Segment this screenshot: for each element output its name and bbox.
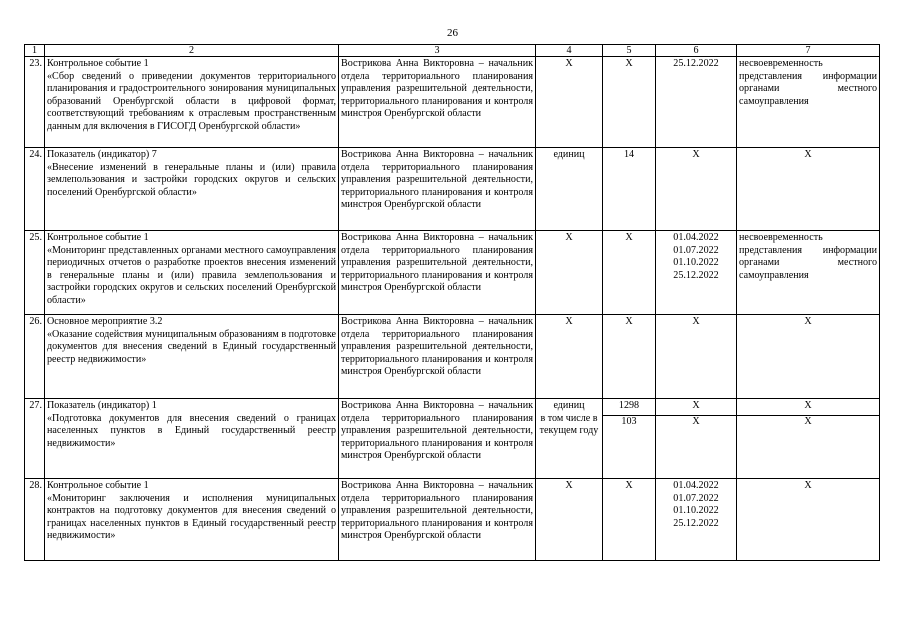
row-number: 25. [25, 231, 45, 315]
risk-cell [737, 315, 880, 399]
dates-cell [656, 57, 737, 148]
value: Х [625, 232, 633, 243]
header-cell: 5 [603, 45, 656, 57]
risk-cell [737, 57, 880, 148]
activity-description: «Подготовка документов для внесения сведений о границах населенных пунктов в Единый государственный реестр недвижимости» [47, 412, 336, 449]
activity-cell [45, 315, 339, 399]
deadline-date: 01.10.2022 [673, 505, 719, 516]
unit-value: единиц [553, 149, 585, 160]
deadline-date: 25.12.2022 [673, 517, 719, 529]
unit-value: Х [565, 316, 573, 327]
deadline-date: 01.07.2022 [673, 244, 719, 256]
deadline-date: 01.10.2022 [673, 257, 719, 268]
value-cell [603, 399, 656, 479]
responsible-executor: Вострикова Анна Викторовна – начальник отдела территориального планирования управления разрешительной деятельности, территориального планирования и контроля минстроя Оренбургской области [339, 315, 536, 399]
deadline-date: 25.12.2022 [673, 269, 719, 281]
responsible-executor: Вострикова Анна Викторовна – начальник отдела территориального планирования управления разрешительной деятельности, территориального планирования и контроля минстроя Оренбургской области [339, 479, 536, 561]
activity-description: «Внесение изменений в генеральные планы и (или) правила землепользования и застройки городских округов и сельских поселений Оренбургской области» [47, 161, 336, 198]
deadline-date: 01.07.2022 [673, 492, 719, 504]
header-row [25, 45, 880, 57]
unit-cell [536, 57, 603, 148]
dates-cell [656, 315, 737, 399]
unit-value: Х [565, 232, 573, 243]
deadline-date: Х [692, 400, 700, 411]
risk-text: несвоевременность представления информации органами местного самоуправления [739, 232, 877, 281]
risk-text: Х [804, 149, 812, 160]
unit-note: в том числе в текущем году [539, 412, 599, 436]
table-row [25, 315, 880, 399]
dates-cell [656, 399, 737, 479]
row-number: 23. [25, 57, 45, 148]
dates-cell [656, 231, 737, 315]
table-row [25, 479, 880, 561]
responsible-executor: Вострикова Анна Викторовна – начальник отдела территориального планирования управления разрешительной деятельности, территориального планирования и контроля минстроя Оренбургской области [339, 148, 536, 231]
value: 1298 [618, 400, 640, 411]
unit-cell [536, 148, 603, 231]
value: Х [625, 58, 633, 69]
table-row [25, 231, 880, 315]
activity-description: «Оказание содействия муниципальным образованиям в подготовке документов для внесения сведений в Единый государственный реестр недвижимости» [47, 328, 336, 365]
deadline-date: 01.04.2022 [673, 480, 719, 491]
value-cell [603, 479, 656, 561]
table-row [25, 148, 880, 231]
value-cell [603, 231, 656, 315]
value-cell [603, 148, 656, 231]
value-current-year: 103 [603, 415, 655, 429]
header-cell: 6 [656, 45, 737, 57]
activity-cell [45, 231, 339, 315]
activity-title: Показатель (индикатор) 1 [47, 400, 157, 411]
deadline-date: 25.12.2022 [673, 58, 719, 69]
row-number: 26. [25, 315, 45, 399]
risk-cell [737, 231, 880, 315]
risk-text: Х [737, 415, 879, 429]
table-row [25, 399, 880, 479]
responsible-executor: Вострикова Анна Викторовна – начальник отдела территориального планирования управления разрешительной деятельности, территориального планирования и контроля минстроя Оренбургской области [339, 399, 536, 479]
risk-text: несвоевременность представления информации органами местного самоуправления [739, 58, 877, 107]
dates-cell [656, 148, 737, 231]
risk-cell [737, 479, 880, 561]
row-number: 24. [25, 148, 45, 231]
unit-value: Х [565, 58, 573, 69]
row-number: 27. [25, 399, 45, 479]
risk-text: Х [804, 400, 812, 411]
value-cell [603, 315, 656, 399]
risk-cell [737, 148, 880, 231]
activity-title: Контрольное событие 1 [47, 232, 149, 243]
unit-value: единиц [553, 400, 585, 411]
activity-title: Показатель (индикатор) 7 [47, 149, 157, 160]
deadline-date: 01.04.2022 [673, 232, 719, 243]
value: Х [625, 316, 633, 327]
activity-title: Контрольное событие 1 [47, 480, 149, 491]
unit-cell [536, 315, 603, 399]
responsible-executor: Вострикова Анна Викторовна – начальник отдела территориального планирования управления разрешительной деятельности, территориального планирования и контроля минстроя Оренбургской области [339, 231, 536, 315]
risk-text: Х [804, 480, 812, 491]
deadline-date: Х [656, 415, 736, 429]
activity-cell [45, 479, 339, 561]
deadline-date: Х [692, 316, 700, 327]
unit-cell [536, 231, 603, 315]
risk-cell [737, 399, 880, 479]
page-number: 26 [447, 27, 458, 39]
table-row [25, 57, 880, 148]
plan-table [24, 44, 880, 561]
value: Х [625, 480, 633, 491]
unit-cell [536, 399, 603, 479]
value: 14 [623, 149, 635, 160]
activity-title: Контрольное событие 1 [47, 58, 149, 69]
activity-title: Основное мероприятие 3.2 [47, 316, 163, 327]
activity-cell [45, 148, 339, 231]
header-cell: 3 [339, 45, 536, 57]
header-cell: 1 [25, 45, 45, 57]
activity-description: «Сбор сведений о приведении документов территориального планирования и градостроительного зонирования муниципальных образований Оренбургской области в цифровой формат, соответствующий требованиям к отраслевым пространственным данным для включения в ГИСОГД Оренбургской области» [47, 70, 336, 132]
row-number: 28. [25, 479, 45, 561]
deadline-date: Х [692, 149, 700, 160]
activity-description: «Мониторинг заключения и исполнения муниципальных контрактов на подготовку документов для внесения сведений о границах населенных пунктов в Единый государственный реестр недвижимости» [47, 492, 336, 541]
responsible-executor: Вострикова Анна Викторовна – начальник отдела территориального планирования управления разрешительной деятельности, территориального планирования и контроля минстроя Оренбургской области [339, 57, 536, 148]
dates-cell [656, 479, 737, 561]
header-cell: 2 [45, 45, 339, 57]
unit-cell [536, 479, 603, 561]
activity-description: «Мониторинг представленных органами местного самоуправления периодичных отчетов о разработке проектов внесения изменений в генеральные планы и (или) правила землепользования и застройки городских округов и сельских поселений Оренбургской области» [47, 244, 336, 306]
activity-cell [45, 57, 339, 148]
unit-value: Х [565, 480, 573, 491]
header-cell: 4 [536, 45, 603, 57]
risk-text: Х [804, 316, 812, 327]
activity-cell [45, 399, 339, 479]
header-cell: 7 [737, 45, 880, 57]
value-cell [603, 57, 656, 148]
